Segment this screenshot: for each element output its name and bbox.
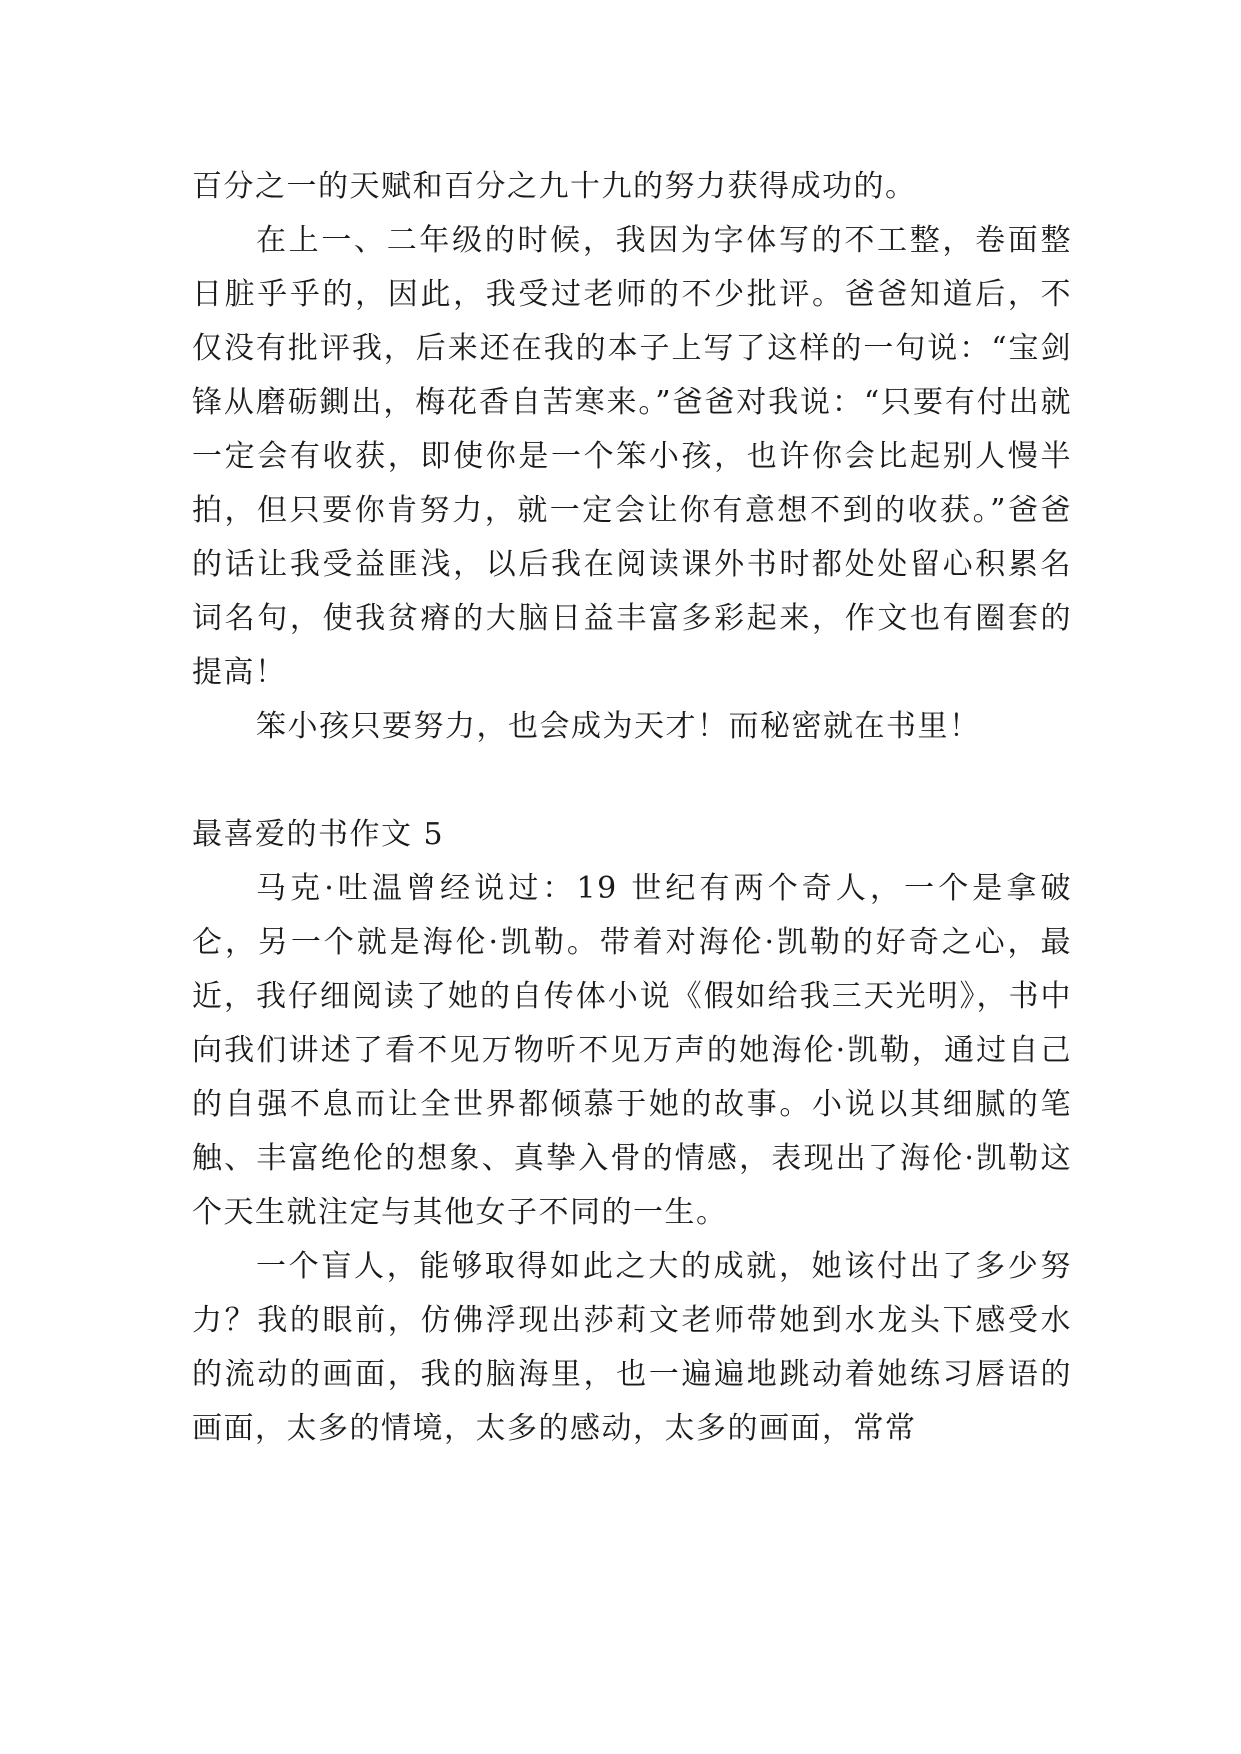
- document-body: [192, 160, 1072, 1456]
- section-title: 最喜爱的书作文 5: [192, 817, 445, 852]
- paragraph-helen-keller-intro: 马克·吐温曾经说过：19 世纪有两个奇人，一个是拿破仑，另一个就是海伦·凯勒。带着对海伦·凯勒的好奇之心，最近，我仔细阅读了她的自传体小说《假如给我三天光明》，书中向我们讲述了看不见万物听不见万声的她海伦·凯勒，通过自己的自强不息而让全世界都倾慕于她的故事。小说以其细腻的笔触、丰富绝伦的想象、真挚入骨的情感，表现出了海伦·凯勒这个天生就注定与其他女子不同的一生。: [192, 871, 1072, 1230]
- paragraph-conclusion: 笨小孩只要努力，也会成为天才！而秘密就在书里！: [256, 709, 981, 744]
- paragraph-father-advice: 在上一、二年级的时候，我因为字体写的不工整，卷面整日脏乎乎的，因此，我受过老师的不少批评。爸爸知道后，不仅没有批评我，后来还在我的本子上写了这样的一句说：“宝剑锋从磨砺鍘出，梅花香自苦寒来。”爸爸对我说：“只要有付出就一定会有收获，即使你是一个笨小孩，也许你会比起别人慢半拍，但只要你肯努力，就一定会让你有意想不到的收获。”爸爸的话让我受益匪浅，以后我在阅读课外书时都处处留心积累名词名句，使我贫瘠的大脑日益丰富多彩起来，作文也有圈套的提高！: [192, 223, 1072, 690]
- continuation-paragraph: 百分之一的天赋和百分之九十九的努力获得成功的。: [192, 169, 917, 204]
- paragraph-helen-keller-effort: 一个盲人，能够取得如此之大的成就，她该付出了多少努力？我的眼前，仿佛浮现出莎莉文老师带她到水龙头下感受水的流动的画面，我的脑海里，也一遍遍地跳动着她练习唇语的画面，太多的情境，太多的感动，太多的画面，常常: [192, 1249, 1072, 1446]
- section-spacer: [192, 754, 1072, 808]
